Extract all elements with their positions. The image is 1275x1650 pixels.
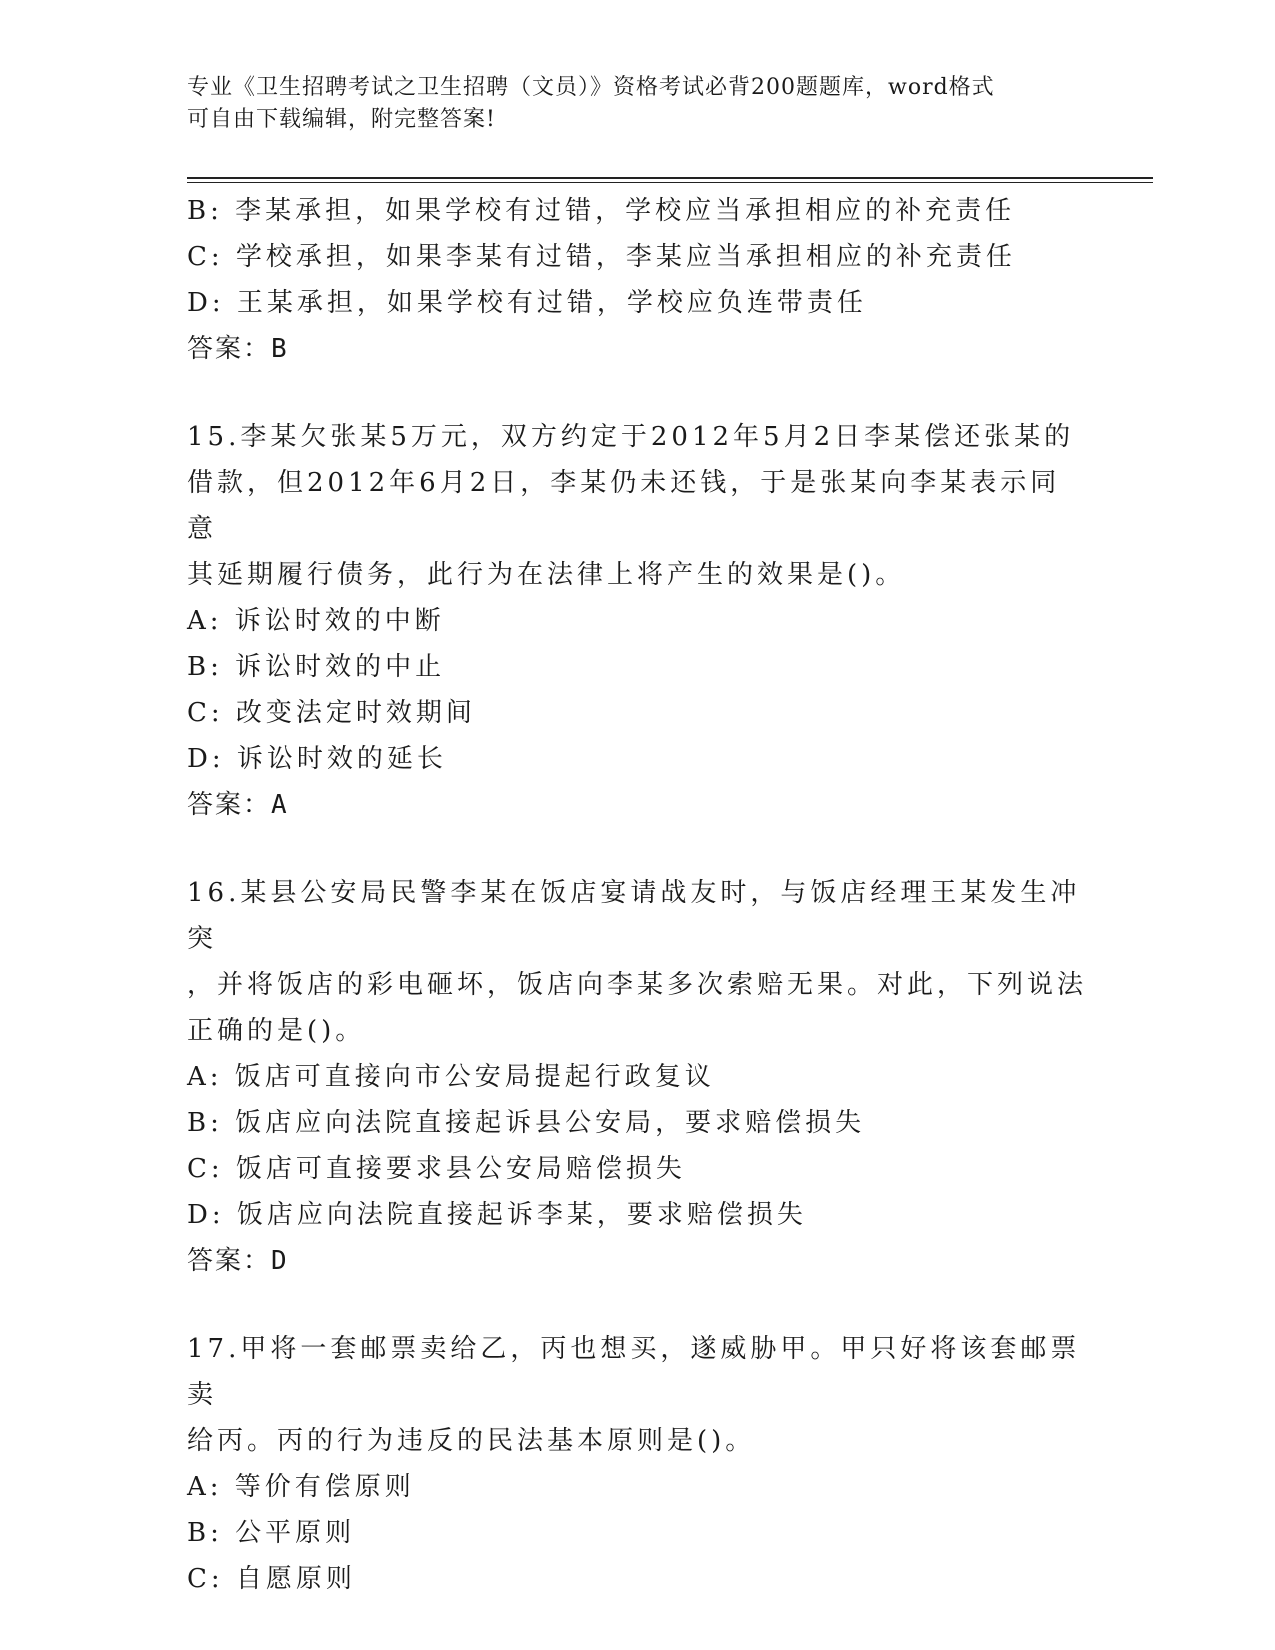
option-b: B: 李某承担，如果学校有过错，学校应当承担相应的补充责任 — [187, 196, 1016, 226]
option-c: C: 自愿原则 — [187, 1564, 356, 1594]
document-header — [187, 72, 1067, 136]
answer-label: 答案： — [187, 1246, 272, 1276]
question-text-line: ，并将饭店的彩电砸坏，饭店向李某多次索赔无果。对此，下列说法 — [187, 970, 1088, 1000]
question-14-continued — [187, 188, 1087, 372]
option-a: A: 诉讼时效的中断 — [187, 606, 445, 636]
question-text-line: 借款，但2012年6月2日，李某仍未还钱，于是张某向李某表示同意 — [187, 468, 1061, 544]
header-divider-thin — [187, 182, 1153, 183]
option-a: A: 等价有偿原则 — [187, 1472, 415, 1502]
question-content — [187, 188, 1087, 1602]
option-c: C: 改变法定时效期间 — [187, 698, 476, 728]
option-d: D: 诉讼时效的延长 — [187, 744, 447, 774]
answer-value: D — [271, 1246, 289, 1276]
answer-line — [187, 1238, 1087, 1284]
question-text-line: 给丙。丙的行为违反的民法基本原则是()。 — [187, 1426, 756, 1456]
question-text-line: 15.李某欠张某5万元，双方约定于2012年5月2日李某偿还张某的 — [187, 422, 1075, 452]
answer-label: 答案： — [187, 334, 272, 364]
question-text-line: 其延期履行债务，此行为在法律上将产生的效果是()。 — [187, 560, 906, 590]
header-line-2: 可自由下载编辑，附完整答案! — [187, 107, 496, 132]
option-d: D: 王某承担，如果学校有过错，学校应负连带责任 — [187, 288, 867, 318]
option-b: B: 诉讼时效的中止 — [187, 652, 446, 682]
question-15 — [187, 414, 1087, 828]
header-line-1: 专业《卫生招聘考试之卫生招聘（文员）》资格考试必背200题题库，word格式 — [187, 75, 995, 100]
answer-line — [187, 782, 1087, 828]
question-text-line: 16.某县公安局民警李某在饭店宴请战友时，与饭店经理王某发生冲突 — [187, 878, 1081, 954]
question-text-line: 正确的是()。 — [187, 1016, 366, 1046]
option-a: A: 饭店可直接向市公安局提起行政复议 — [187, 1062, 715, 1092]
answer-line — [187, 326, 1087, 372]
option-c: C: 学校承担，如果李某有过错，李某应当承担相应的补充责任 — [187, 242, 1016, 272]
answer-label: 答案： — [187, 790, 272, 820]
answer-value: B — [271, 334, 289, 364]
question-text-line: 17.甲将一套邮票卖给乙，丙也想买，遂威胁甲。甲只好将该套邮票卖 — [187, 1334, 1081, 1410]
question-17 — [187, 1326, 1087, 1602]
question-16 — [187, 870, 1087, 1284]
answer-value: A — [271, 790, 289, 820]
option-d: D: 饭店应向法院直接起诉李某，要求赔偿损失 — [187, 1200, 807, 1230]
option-b: B: 饭店应向法院直接起诉县公安局，要求赔偿损失 — [187, 1108, 866, 1138]
header-divider-thick — [187, 177, 1153, 179]
option-c: C: 饭店可直接要求县公安局赔偿损失 — [187, 1154, 686, 1184]
option-b: B: 公平原则 — [187, 1518, 356, 1548]
